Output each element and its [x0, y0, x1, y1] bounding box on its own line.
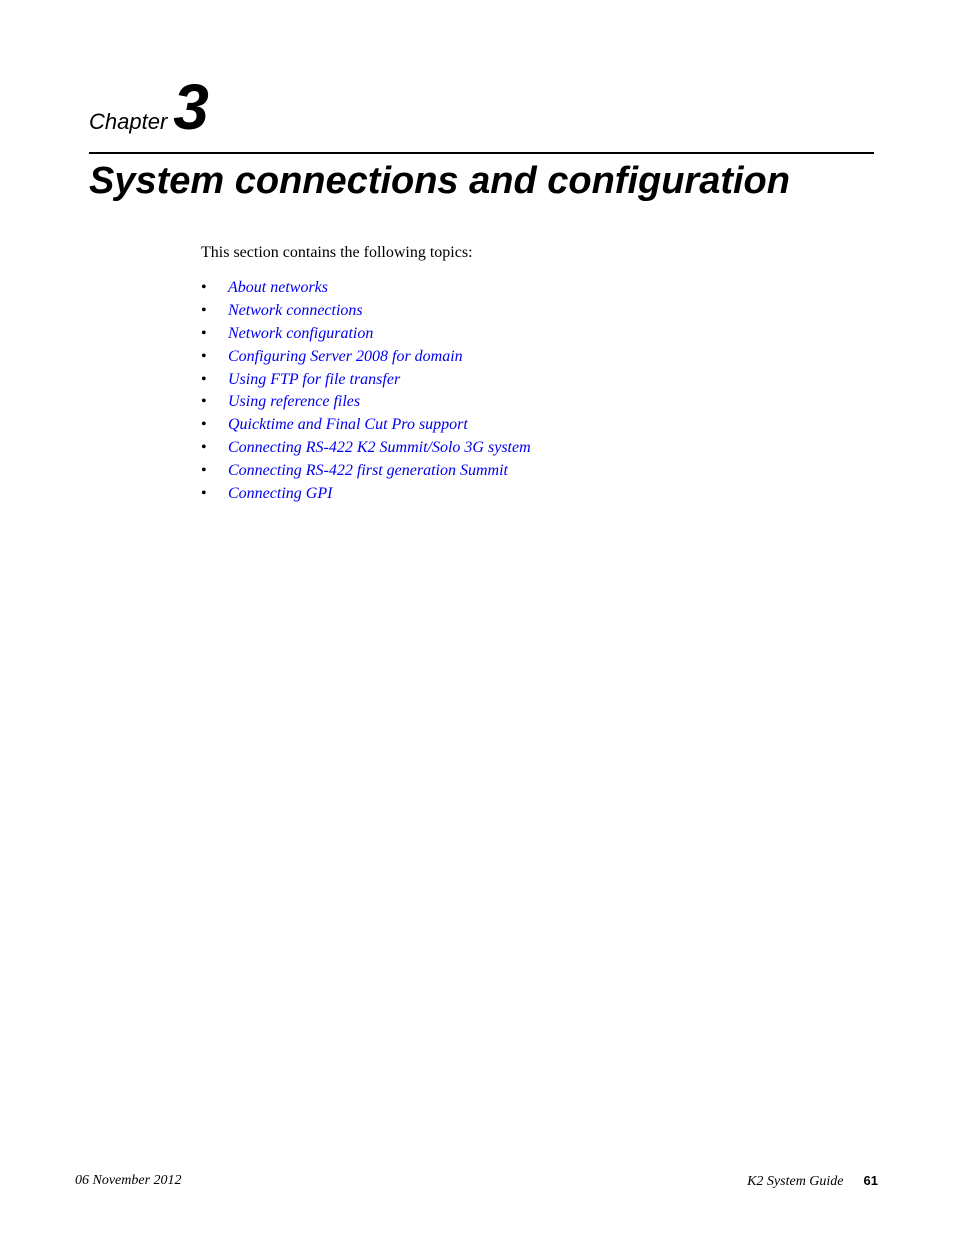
topic-link-rs422-summit-solo-3g[interactable]: Connecting RS-422 K2 Summit/Solo 3G system — [228, 439, 531, 457]
topic-link-using-ftp[interactable]: Using FTP for file transfer — [228, 370, 401, 388]
list-item — [201, 392, 531, 415]
topic-link-quicktime-final-cut[interactable]: Quicktime and Final Cut Pro support — [228, 416, 468, 434]
topic-link-connecting-gpi[interactable]: Connecting GPI — [228, 485, 333, 503]
footer-right — [747, 1172, 878, 1191]
list-item — [201, 438, 531, 461]
topic-link-about-networks[interactable]: About networks — [228, 279, 328, 296]
chapter-rule — [89, 152, 874, 154]
topic-list — [201, 278, 531, 507]
chapter-title: System connections and configuration — [89, 160, 790, 202]
bullet: • — [201, 439, 207, 457]
list-item — [201, 324, 531, 347]
page-number: 61 — [863, 1173, 878, 1188]
list-item — [201, 484, 531, 507]
list-item — [201, 278, 531, 301]
bullet: • — [201, 301, 207, 319]
topic-link-network-configuration[interactable]: Network configuration — [228, 324, 374, 342]
chapter-label: Chapter — [89, 109, 168, 134]
chapter-heading — [89, 71, 209, 143]
topic-link-rs422-first-generation[interactable]: Connecting RS-422 first generation Summit — [228, 462, 508, 480]
list-item — [201, 301, 531, 324]
list-item — [201, 461, 531, 484]
topic-link-configuring-server-2008[interactable]: Configuring Server 2008 for domain — [228, 347, 463, 365]
bullet: • — [201, 324, 207, 342]
list-item — [201, 347, 531, 370]
list-item — [201, 415, 531, 438]
topic-link-network-connections[interactable]: Network connections — [228, 301, 363, 319]
bullet: • — [201, 347, 207, 365]
topic-link-reference-files[interactable]: Using reference files — [228, 393, 361, 411]
intro-text: This section contains the following topics: — [201, 244, 473, 261]
bullet: • — [201, 393, 207, 411]
bullet: • — [201, 462, 207, 480]
footer-guide-title: K2 System Guide — [747, 1174, 844, 1189]
chapter-number: 3 — [173, 71, 209, 143]
footer-date: 06 November 2012 — [75, 1173, 182, 1188]
bullet: • — [201, 485, 207, 503]
bullet: • — [201, 279, 207, 296]
list-item — [201, 370, 531, 393]
bullet: • — [201, 370, 207, 388]
bullet: • — [201, 416, 207, 434]
